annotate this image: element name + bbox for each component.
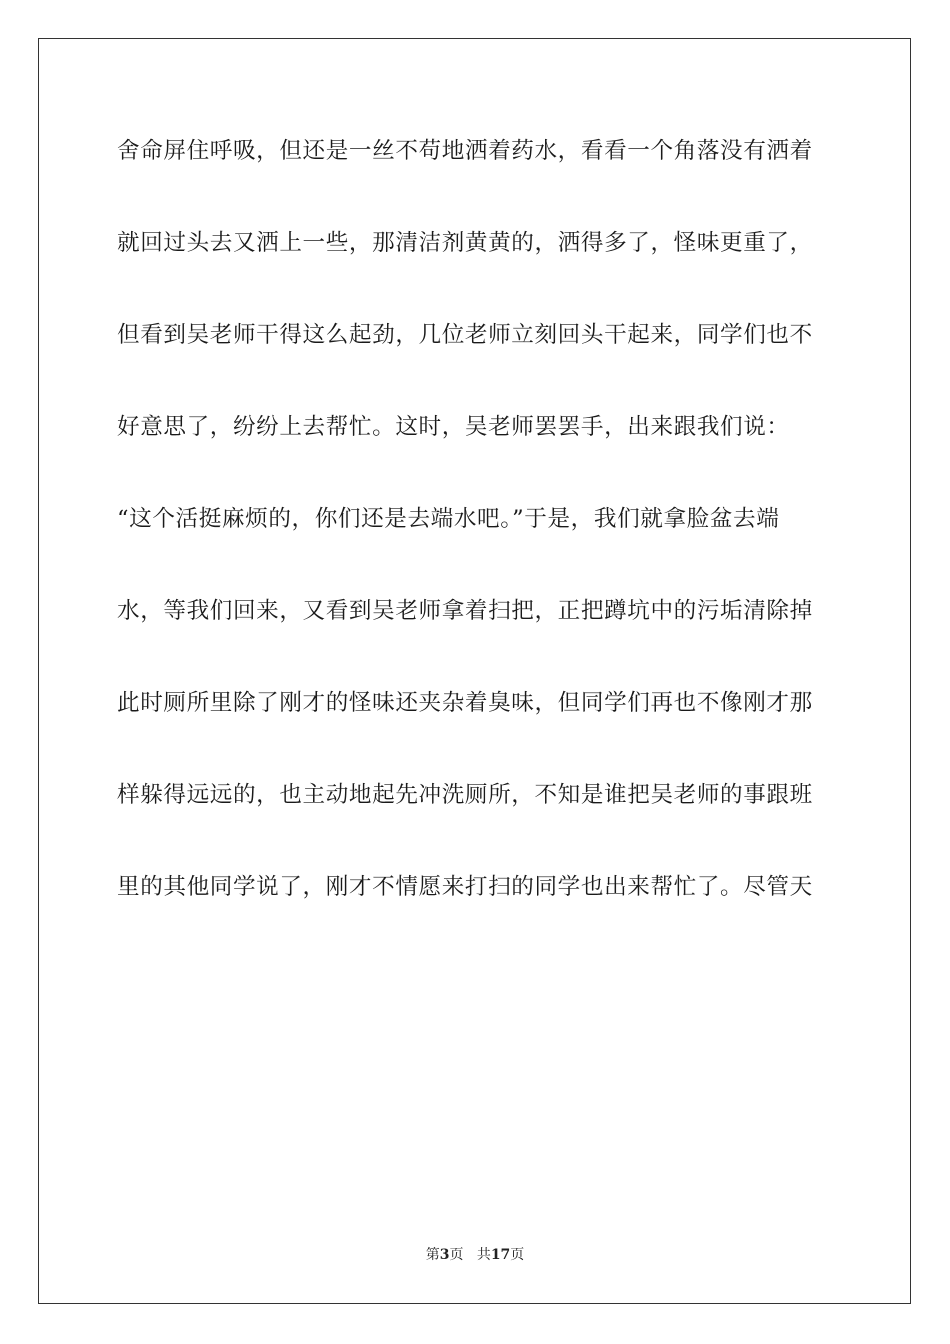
- text-line: 但看到吴老师干得这么起劲，几位老师立刻回头干起来，同学们也不: [117, 322, 813, 348]
- text-line: 此时厕所里除了刚才的怪味还夹杂着臭味，但同学们再也不像刚才那: [117, 690, 813, 716]
- total-suffix: 页: [510, 1247, 525, 1263]
- total-pages: 17: [490, 1247, 511, 1263]
- total-prefix: 共: [476, 1247, 491, 1263]
- page-prefix: 第: [425, 1247, 440, 1263]
- text-line: “这个活挺麻烦的，你们还是去端水吧。”于是，我们就拿脸盆去端: [117, 506, 780, 532]
- body-text: [117, 118, 833, 946]
- page-footer: [0, 1246, 950, 1264]
- text-line: 好意思了，纷纷上去帮忙。这时，吴老师罢罢手，出来跟我们说：: [117, 414, 790, 440]
- text-line: 舍命屏住呼吸，但还是一丝不苟地洒着药水，看看一个角落没有洒着: [117, 138, 813, 164]
- text-line: 水，等我们回来，又看到吴老师拿着扫把，正把蹲坑中的污垢清除掉: [117, 598, 813, 624]
- text-line: 样躲得远远的，也主动地起先冲洗厕所，不知是谁把吴老师的事跟班: [117, 782, 813, 808]
- text-line: 就回过头去又洒上一些，那清洁剂黄黄的，洒得多了，怪味更重了，: [117, 230, 813, 256]
- page-suffix: 页: [449, 1247, 464, 1263]
- text-line: 里的其他同学说了，刚才不情愿来打扫的同学也出来帮忙了。尽管天: [117, 874, 813, 900]
- page-number: 3: [439, 1247, 450, 1263]
